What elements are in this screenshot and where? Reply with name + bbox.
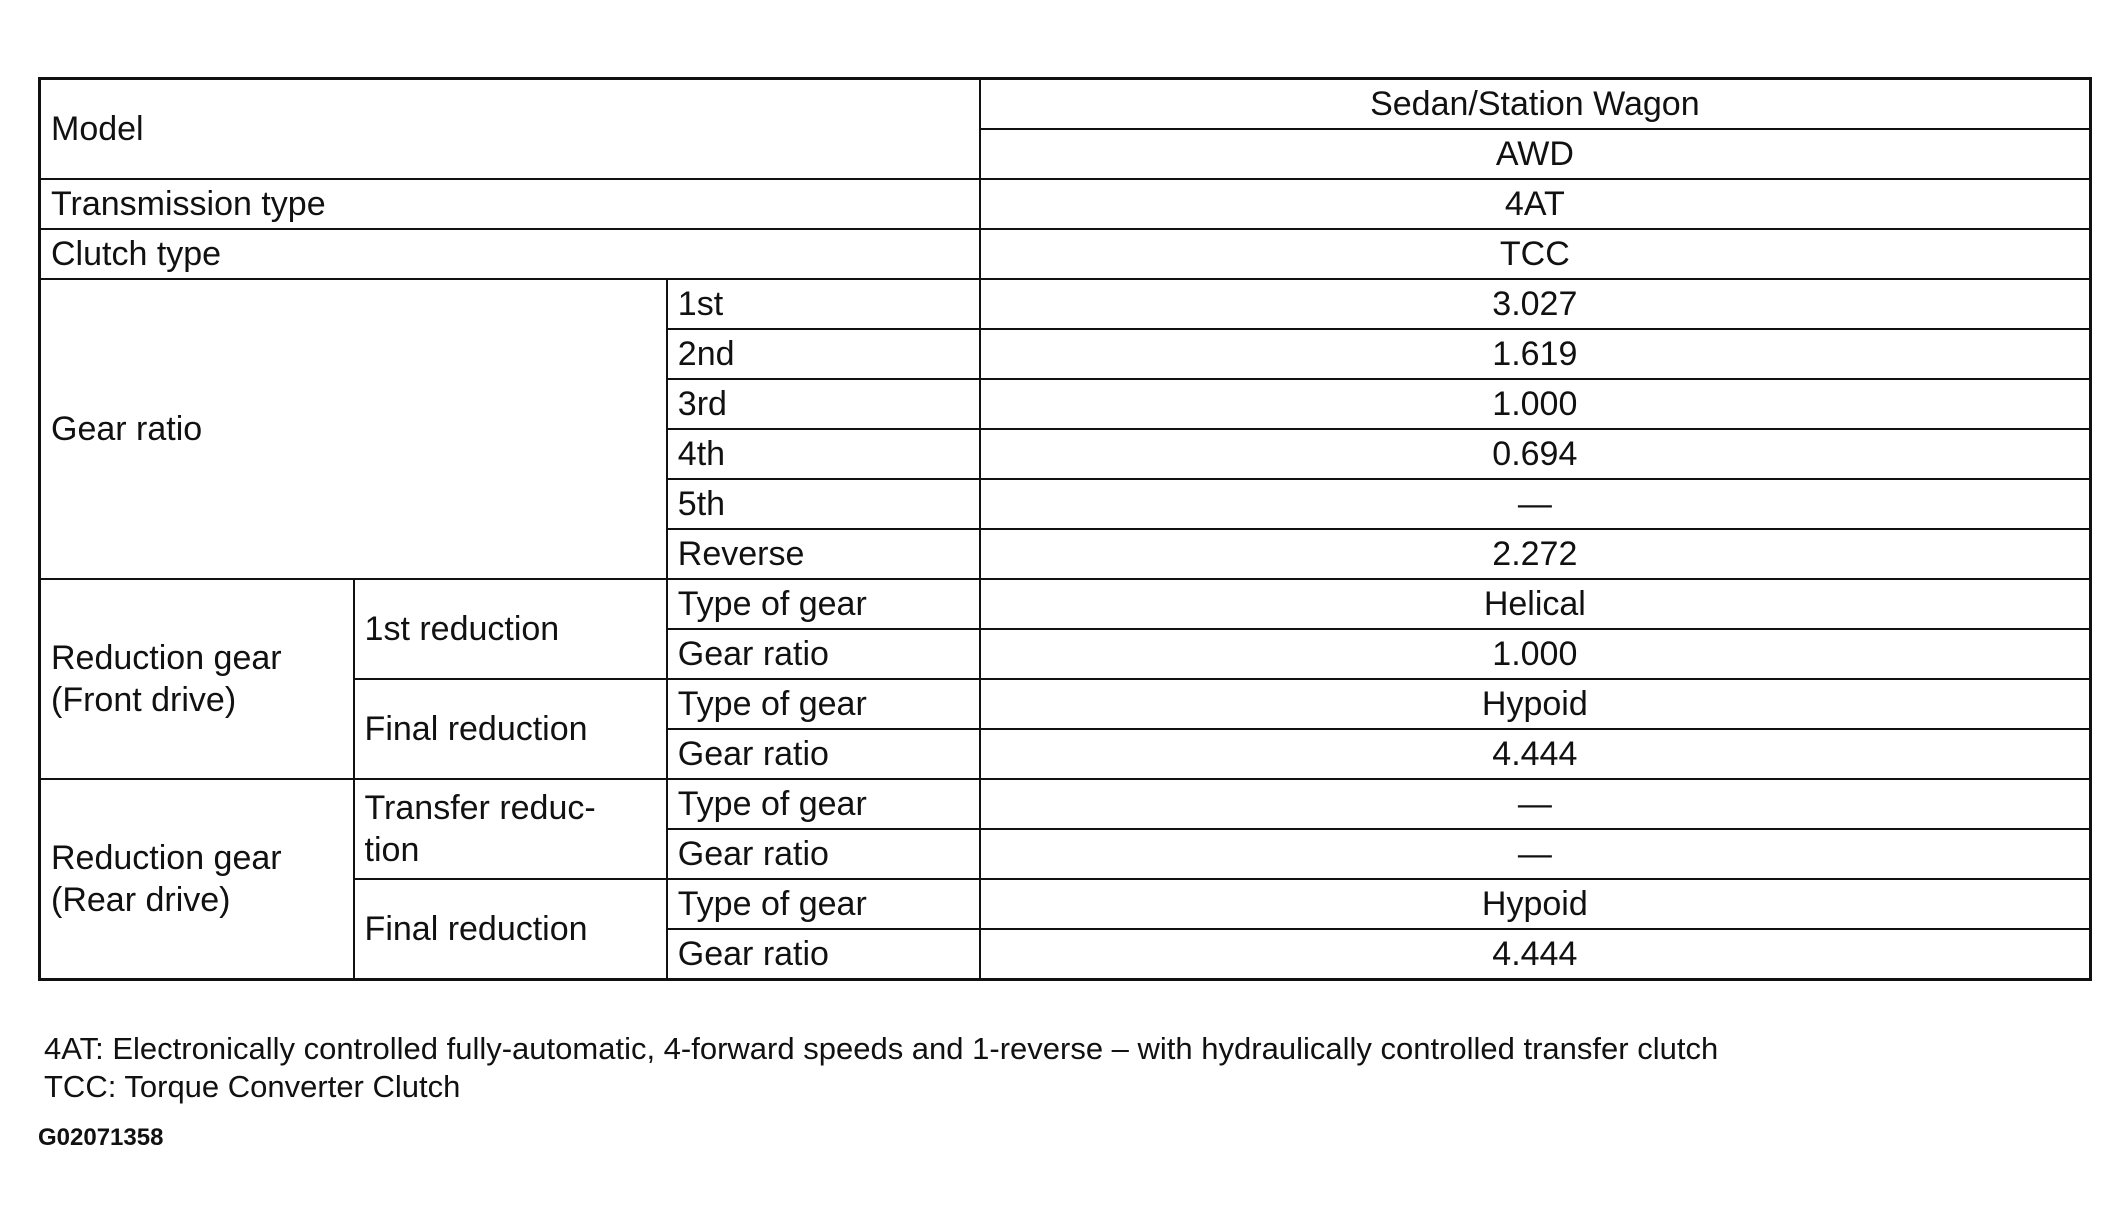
clutch-type-value: TCC: [980, 229, 2091, 279]
table-row: [40, 79, 2091, 130]
model-label: Model: [40, 79, 980, 180]
footnote-tcc: TCC: Torque Converter Clutch: [44, 1069, 461, 1104]
gear-ratio-sub-label: Gear ratio: [667, 729, 980, 779]
gear-ratio-label: Gear ratio: [40, 279, 667, 579]
front-final-reduction-label: Final reduction: [354, 679, 667, 779]
gear-ratio-value: 3.027: [980, 279, 2091, 329]
gear-name: 5th: [667, 479, 980, 529]
rear-drive-label-line1: Reduction gear: [51, 838, 282, 877]
body-type-value: Sedan/Station Wagon: [980, 79, 2091, 130]
gear-ratio-sub-value: —: [980, 829, 2091, 879]
type-of-gear-label: Type of gear: [667, 679, 980, 729]
gear-name: Reverse: [667, 529, 980, 579]
specification-table: [38, 77, 2092, 981]
table-row: [40, 229, 2091, 279]
gear-ratio-sub-value: 4.444: [980, 729, 2091, 779]
type-of-gear-label: Type of gear: [667, 579, 980, 629]
table-row: [40, 779, 2091, 829]
transmission-type-label: Transmission type: [40, 179, 980, 229]
gear-ratio-value: —: [980, 479, 2091, 529]
table-row: [40, 579, 2091, 629]
transfer-label-line1: Transfer reduc-: [364, 788, 596, 827]
figure-code: G02071358: [38, 1124, 164, 1151]
gear-ratio-sub-label: Gear ratio: [667, 629, 980, 679]
rear-drive-label-line2: (Rear drive): [51, 881, 231, 919]
gear-ratio-sub-label: Gear ratio: [667, 829, 980, 879]
front-drive-label-line1: Reduction gear: [51, 638, 282, 677]
type-of-gear-value: Hypoid: [980, 679, 2091, 729]
gear-ratio-value: 1.619: [980, 329, 2091, 379]
clutch-type-label: Clutch type: [40, 229, 980, 279]
gear-ratio-value: 0.694: [980, 429, 2091, 479]
transmission-type-value: 4AT: [980, 179, 2091, 229]
gear-name: 3rd: [667, 379, 980, 429]
gear-ratio-sub-value: 1.000: [980, 629, 2091, 679]
front-drive-label-line2: (Front drive): [51, 681, 237, 719]
transfer-label-line2: tion: [364, 831, 420, 869]
table-row: [40, 179, 2091, 229]
gear-name: 1st: [667, 279, 980, 329]
gear-ratio-sub-value: 4.444: [980, 929, 2091, 980]
footnote-4at: 4AT: Electronically controlled fully-automatic, 4-forward speeds and 1-reverse – with hydraulically controlled transfer clutch: [44, 1031, 1719, 1066]
rear-drive-label: [40, 779, 354, 980]
rear-transfer-reduction-label: [354, 779, 667, 879]
type-of-gear-value: —: [980, 779, 2091, 829]
gear-name: 2nd: [667, 329, 980, 379]
gear-ratio-value: 2.272: [980, 529, 2091, 579]
gear-ratio-value: 1.000: [980, 379, 2091, 429]
front-drive-label: [40, 579, 354, 779]
rear-final-reduction-label: Final reduction: [354, 879, 667, 980]
type-of-gear-value: Helical: [980, 579, 2091, 629]
type-of-gear-label: Type of gear: [667, 779, 980, 829]
gear-name: 4th: [667, 429, 980, 479]
table-row: [40, 279, 2091, 329]
gear-ratio-sub-label: Gear ratio: [667, 929, 980, 980]
drive-type-value: AWD: [980, 129, 2091, 179]
type-of-gear-label: Type of gear: [667, 879, 980, 929]
footnotes: [44, 1030, 1718, 1106]
front-first-reduction-label: 1st reduction: [354, 579, 667, 679]
type-of-gear-value: Hypoid: [980, 879, 2091, 929]
